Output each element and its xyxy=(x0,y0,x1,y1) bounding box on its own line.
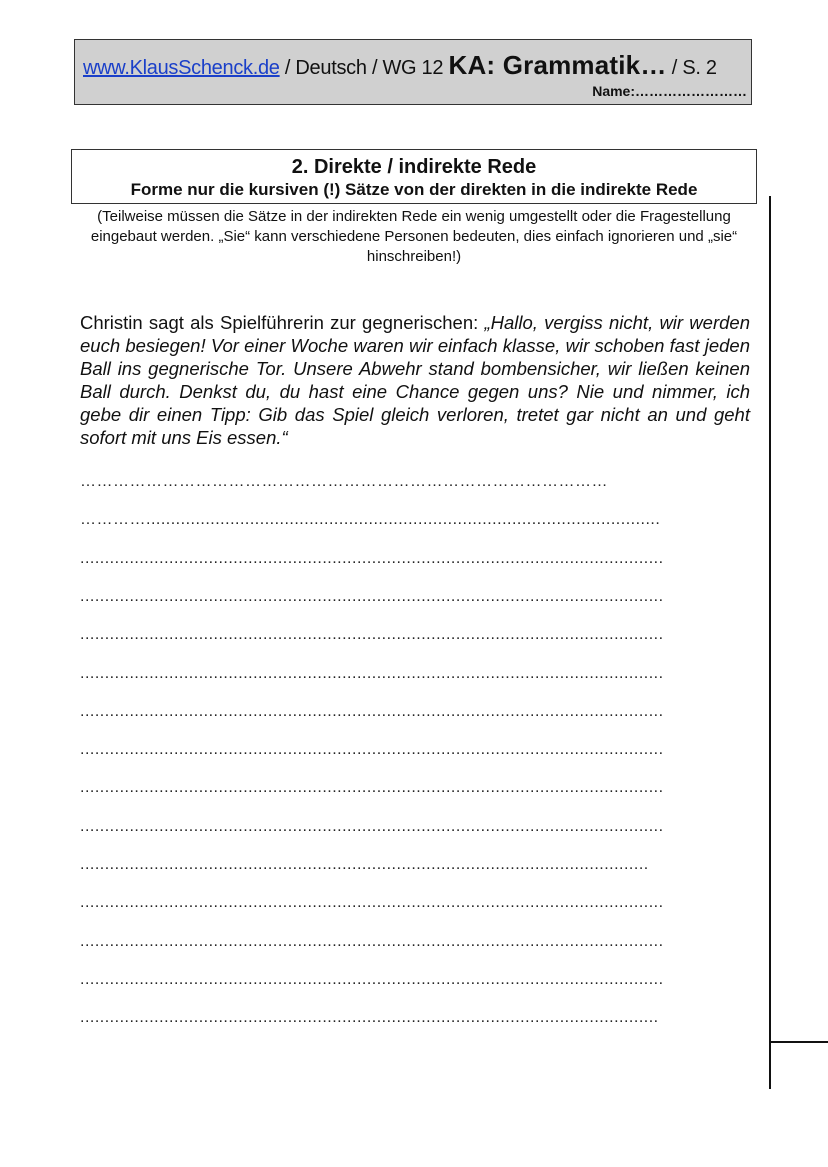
answer-line: ................................................................................................................... xyxy=(80,856,649,873)
answer-line: ..................................................................................................................... xyxy=(80,1009,659,1026)
header-grade: WG 12 xyxy=(382,57,449,79)
answer-line: ...................................................................................................................... xyxy=(80,703,664,720)
answer-line: …………........................................................................................................ xyxy=(80,511,661,528)
header-separator: / xyxy=(366,57,383,79)
answer-line: ...................................................................................................................... xyxy=(80,588,664,605)
story-intro: Christin sagt als Spielführerin zur gegnerischen: xyxy=(80,312,485,333)
name-field: Name:…………………… xyxy=(592,83,747,99)
answer-line: ...................................................................................................................... xyxy=(80,665,664,682)
answer-line: ...................................................................................................................... xyxy=(80,779,664,796)
answer-line: …………………………………………………………………………………… xyxy=(80,473,608,490)
margin-tick xyxy=(769,1041,828,1043)
header-page-number: S. 2 xyxy=(682,57,717,79)
header-separator: / xyxy=(666,57,683,79)
answer-line: ...................................................................................................................... xyxy=(80,741,664,758)
task-subtitle: Forme nur die kursiven (!) Sätze von der direkten in die indirekte Rede xyxy=(130,180,698,199)
answer-line: ...................................................................................................................... xyxy=(80,626,664,643)
direct-speech-quote: „Hallo, vergiss nicht, wir werden euch besiegen! Vor einer Woche waren wir einfach klasse, wir schoben fast jeden Ball ins gegnerische Tor. Unsere Abwehr stand bombensicher, wir ließen keinen Ball durch. Denkst du, du hast eine Chance gegen uns? Nie und nimmer, ich gebe dir einen Tipp: Gib das Spiel gleich verloren, tretet gar nicht an und geht sofort mit uns Eis essen.“ xyxy=(80,312,750,448)
story-paragraph xyxy=(80,311,750,449)
answer-line: ...................................................................................................................... xyxy=(80,971,664,988)
margin-line xyxy=(769,196,771,1089)
answer-line: ...................................................................................................................... xyxy=(80,550,664,567)
answer-line: ...................................................................................................................... xyxy=(80,894,664,911)
header-separator: / xyxy=(279,57,296,79)
page-header xyxy=(74,39,752,105)
answer-line: ...................................................................................................................... xyxy=(80,933,664,950)
answer-line: ...................................................................................................................... xyxy=(80,818,664,835)
task-title: 2. Direkte / indirekte Rede xyxy=(291,156,537,178)
header-line xyxy=(83,52,717,81)
header-subject: Deutsch xyxy=(295,57,367,79)
header-title: KA: Grammatik… xyxy=(448,50,667,80)
task-box xyxy=(71,149,757,204)
website-link[interactable]: www.KlausSchenck.de xyxy=(83,57,280,79)
task-instructions: (Teilweise müssen die Sätze in der indirekten Rede ein wenig umgestellt oder die Fragestellung eingebaut werden. „Sie“ kann verschiedene Personen bedeuten, dies einfach ignorieren und „sie“ hinschreiben!) xyxy=(90,208,738,265)
